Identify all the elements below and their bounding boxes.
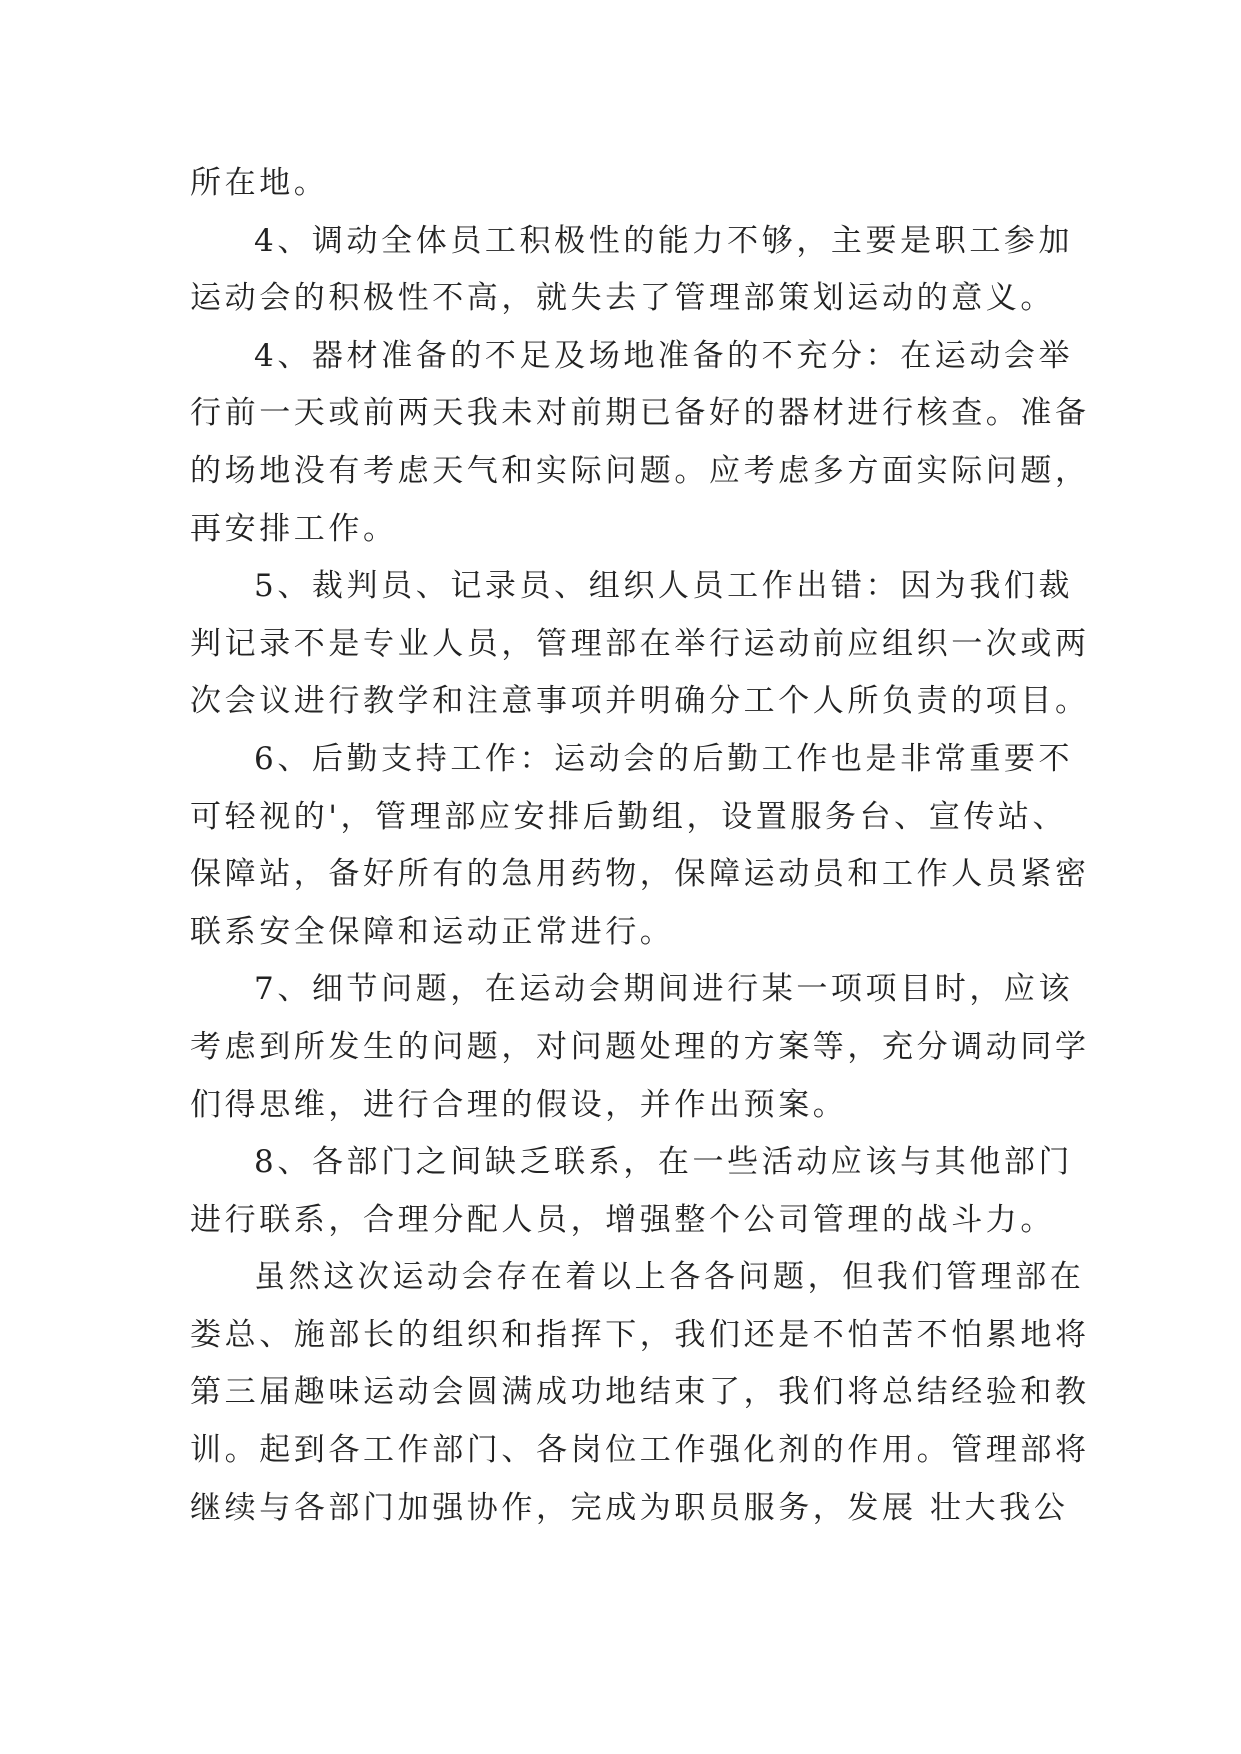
- text-line: 保障站，备好所有的急用药物，保障运动员和工作人员紧密: [190, 856, 1090, 893]
- paragraph-start-line: 5、裁判员、记录员、组织人员工作出错：因为我们裁: [254, 568, 1074, 605]
- text-line: 第三届趣味运动会圆满成功地结束了，我们将总结经验和教: [190, 1374, 1090, 1411]
- paragraph-start-line: 8、各部门之间缺乏联系，在一些活动应该与其他部门: [254, 1144, 1074, 1181]
- text-line: 联系安全保障和运动正常进行。: [190, 913, 675, 950]
- document-body: [190, 155, 1090, 1537]
- text-line: 训。起到各工作部门、各岗位工作强化剂的作用。管理部将: [190, 1432, 1090, 1469]
- text-line: 次会议进行教学和注意事项并明确分工个人所负责的项目。: [190, 683, 1090, 720]
- text-line: 们得思维，进行合理的假设，并作出预案。: [190, 1086, 848, 1123]
- paragraph-start-line: 6、后勤支持工作：运动会的后勤工作也是非常重要不: [254, 740, 1074, 777]
- paragraph-start-line: 4、调动全体员工积极性的能力不够，主要是职工参加: [254, 222, 1074, 259]
- text-line: 运动会的积极性不高，就失去了管理部策划运动的意义。: [190, 280, 1055, 317]
- text-line: 可轻视的'，管理部应安排后勤组，设置服务台、宣传站、: [190, 798, 1068, 835]
- text-line: 娄总、施部长的组织和指挥下，我们还是不怕苦不怕累地将: [190, 1316, 1090, 1353]
- text-line: 的场地没有考虑天气和实际问题。应考虑多方面实际问题，: [190, 452, 1090, 489]
- text-line: 进行联系，合理分配人员，增强整个公司管理的战斗力。: [190, 1201, 1055, 1238]
- text-line: 行前一天或前两天我未对前期已备好的器材进行核查。准备: [190, 395, 1090, 432]
- text-line: 再安排工作。: [190, 510, 398, 547]
- text-line: 判记录不是专业人员，管理部在举行运动前应组织一次或两: [190, 625, 1090, 662]
- paragraph-start-line: 7、细节问题，在运动会期间进行某一项项目时，应该: [254, 971, 1074, 1008]
- text-line: 所在地。: [190, 165, 329, 201]
- paragraph-start-line: 4、器材准备的不足及场地准备的不充分：在运动会举: [254, 337, 1074, 374]
- text-line: 考虑到所发生的问题，对问题处理的方案等，充分调动同学: [190, 1028, 1090, 1065]
- paragraph-start-line: 虽然这次运动会存在着以上各各问题，但我们管理部在: [254, 1259, 1085, 1296]
- text-line: 继续与各部门加强协作，完成为职员服务，发展 壮大我公: [190, 1489, 1069, 1526]
